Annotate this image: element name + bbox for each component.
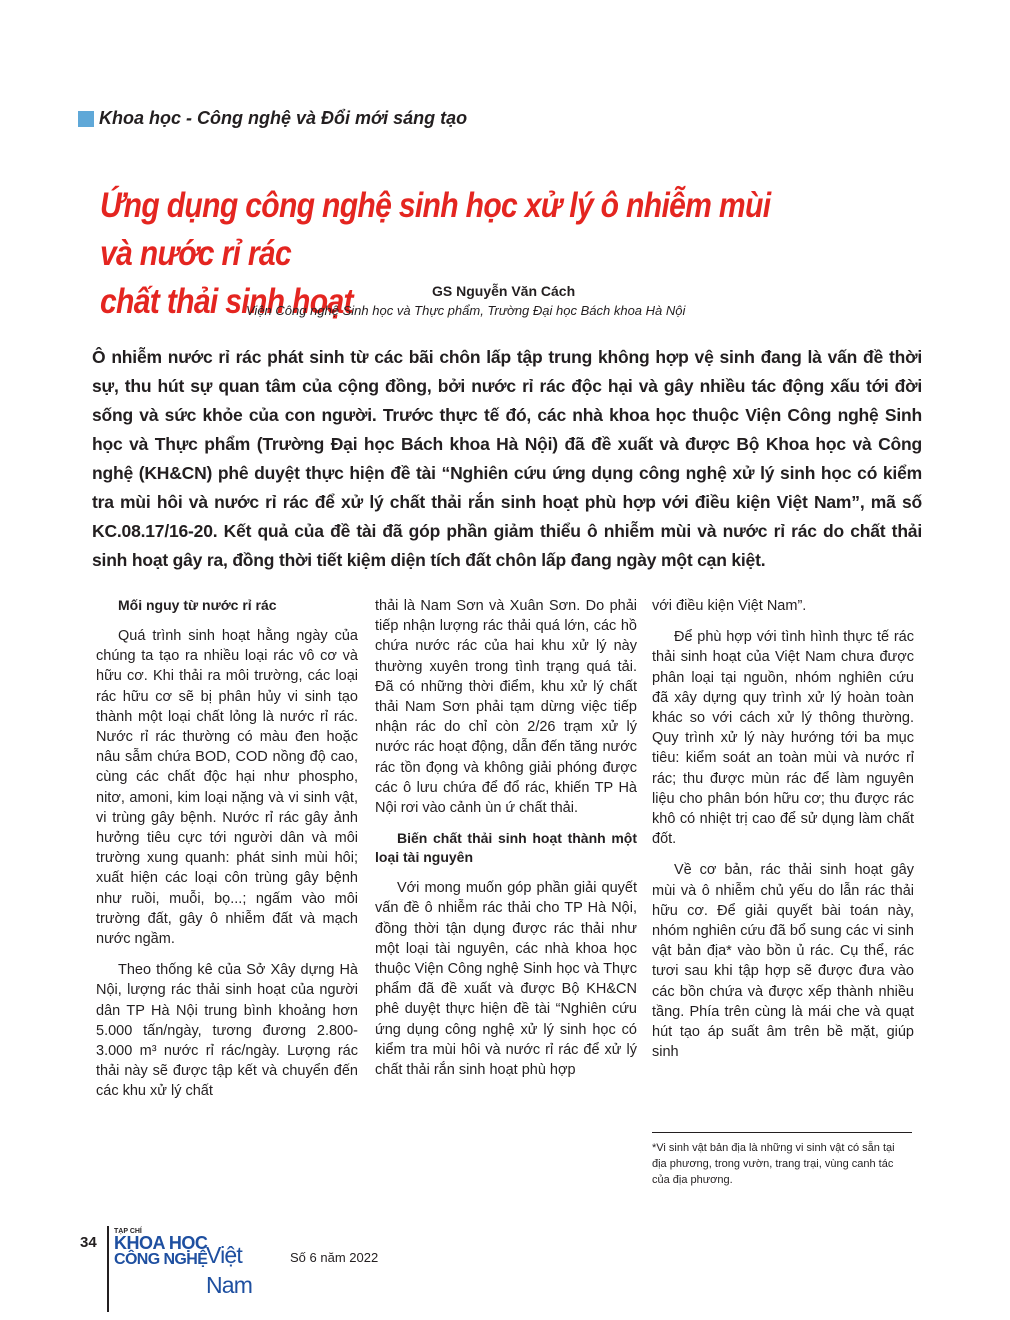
section-label: Khoa học - Công nghệ và Đổi mới sáng tạo [99,108,468,128]
body-column-3 [652,596,914,1073]
logo-khoa-hoc: KHOA HỌC [114,1233,208,1253]
lead-paragraph: Ô nhiễm nước rỉ rác phát sinh từ các bãi chôn lấp tập trung không hợp vệ sinh đang là vấn đề thời sự, thu hút sự quan tâm của cộng đồng, bởi nước rỉ rác độc hại và gây nhiều tác động xấu tới đời sống và sức khỏe của con người. Trước thực tế đó, các nhà khoa học thuộc Viện Công nghệ Sinh học và Thực phẩm (Trường Đại học Bách khoa Hà Nội) đã đề xuất và được Bộ Khoa học và Công nghệ (KH&CN) phê duyệt thực hiện đề tài “Nghiên cứu ứng dụng công nghệ xử lý sinh học có kiểm tra mùi hôi và nước rỉ rác để xử lý chất thải rắn sinh hoạt phù hợp với điều kiện Việt Nam”, mã số KC.08.17/16-20. Kết quả của đề tài đã góp phần giảm thiểu ô nhiễm mùi và nước rỉ rác do chất thải sinh hoạt gây ra, đồng thời tiết kiệm diện tích đất chôn lấp đang ngày một cạn kiệt. [92,347,922,570]
body-paragraph: với điều kiện Việt Nam”. [652,598,807,614]
page-number: 34 [80,1234,97,1251]
subheading: Biến chất thải sinh hoạt thành một loại tài nguyên [375,830,637,866]
body-column-1 [96,596,358,1113]
author-affiliation: Viện Công nghệ Sinh học và Thực phẩm, Trường Đại học Bách khoa Hà Nội [246,303,686,318]
logo-cong-nghe: CÔNG NGHỆ [114,1251,208,1268]
magazine-logo [114,1228,279,1298]
author-name: GS Nguyễn Văn Cách [432,283,576,299]
logo-viet-nam: Việt Nam [206,1242,253,1298]
body-paragraph: Với mong muốn góp phần giải quyết vấn đề ô nhiễm rác thải cho TP Hà Nội, đồng thời tận dụng được rác thải như một loại tài nguyên, các nhà khoa học thuộc Viện Công nghệ Sinh học và Thực phẩm đã đề xuất và được Bộ KH&CN phê duyệt thực hiện đề tài “Nghiên cứu ứng dụng công nghệ xử lý sinh học có kiểm tra mùi hôi và nước rỉ rác để xử lý chất thải rắn sinh hoạt phù hợp [375,880,637,1079]
footer-divider [107,1226,109,1312]
body-paragraph: Về cơ bản, rác thải sinh hoạt gây mùi và ô nhiễm chủ yếu do lẫn rác thải hữu cơ. Để giải quyết bài toán này, nhóm nghiên cứu đã bổ sung các vi sinh vật bản địa* vào bồn ủ rác. Cụ thể, rác tươi sau khi tập hợp sẽ được đưa vào các bồn chứa và được xếp thành nhiều tầng. Phía trên cùng là mái che và quạt hút tạo áp suất âm trên bề mặt, giúp sinh [652,862,914,1061]
article-title-line-1: Ứng dụng công nghệ sinh học xử lý ô nhiễm mùi và nước rỉ rác [100,186,771,273]
footnote-divider [652,1132,912,1133]
issue-label: Số 6 năm 2022 [290,1250,379,1265]
body-paragraph: Theo thống kê của Sở Xây dựng Hà Nội, lượng rác thải sinh hoạt của người dân TP Hà Nội trung bình khoảng hơn 5.000 tấn/ngày, tương đương 2.800-3.000 m³ nước rỉ rác/ngày. Lượng rác thải này sẽ được tập kết và chuyển đến các khu xử lý chất [96,962,358,1100]
section-header [78,108,467,129]
section-marker-icon [78,111,94,127]
subheading: Mối nguy từ nước rỉ rác [118,597,277,613]
body-column-2 [375,596,637,1091]
body-paragraph: Quá trình sinh hoạt hằng ngày của chúng ta tạo ra nhiều loại rác vô cơ và hữu cơ. Khi thải ra môi trường, các loại rác hữu cơ sẽ bị phân hủy vi sinh tạo thành một loại chất lỏng là nước rỉ rác. Nước rỉ rác thường có màu đen hoặc nâu sẫm chứa BOD, COD nồng độ cao, cùng các chất độc hại như phospho, nitơ, amoni, kim loại nặng và vi sinh vật, vi trùng gây bệnh. Nước rỉ rác gây ảnh hưởng tiêu cực tới người dân và môi trường xung quanh: phát sinh mùi hôi; xuất hiện các loại côn trùng gây bệnh như ruồi, muỗi, bọ...; ngấm vào môi trường đất, gây ô nhiễm đất và mạch nước ngầm. [96,628,358,948]
body-paragraph: Để phù hợp với tình hình thực tế rác thải sinh hoạt của Việt Nam chưa được phân loại tại nguồn, nhóm nghiên cứu đã xây dựng quy trình xử lý hoàn toàn khác so với cách xử lý thông thường. Quy trình xử lý này hướng tới ba mục tiêu: kiểm soát an toàn mùi và nước rỉ rác; thu được mùn rác để làm nguyên liệu cho phân bón hữu cơ; thu được rác khô có nhiệt trị cao để sử dụng làm chất đốt. [652,629,914,848]
article-title-line-2: chất thải sinh hoạt [100,282,353,321]
body-paragraph: thải là Nam Sơn và Xuân Sơn. Do phải tiếp nhận lượng rác thải quá lớn, các hồ chứa nước rác của hai khu xử lý này thường xuyên trong tình trạng quá tải. Đã có những thời điểm, khu xử lý chất thải Nam Sơn phải tạm dừng việc tiếp nhận rác do chỉ còn 2/26 trạm xử lý nước rác hoạt động, dẫn đến tăng nước rác tồn đọng và không giải phóng được các ô lưu chứa để đổ rác, khiến TP Hà Nội rơi vào cảnh ùn ứ chất thải. [375,598,637,817]
logo-tap-chi: TẠP CHÍ [114,1228,142,1235]
footnote: *Vi sinh vật bản địa là những vi sinh vật có sẵn tại địa phương, trong vườn, trang trại, vùng canh tác của địa phương. [652,1142,895,1186]
